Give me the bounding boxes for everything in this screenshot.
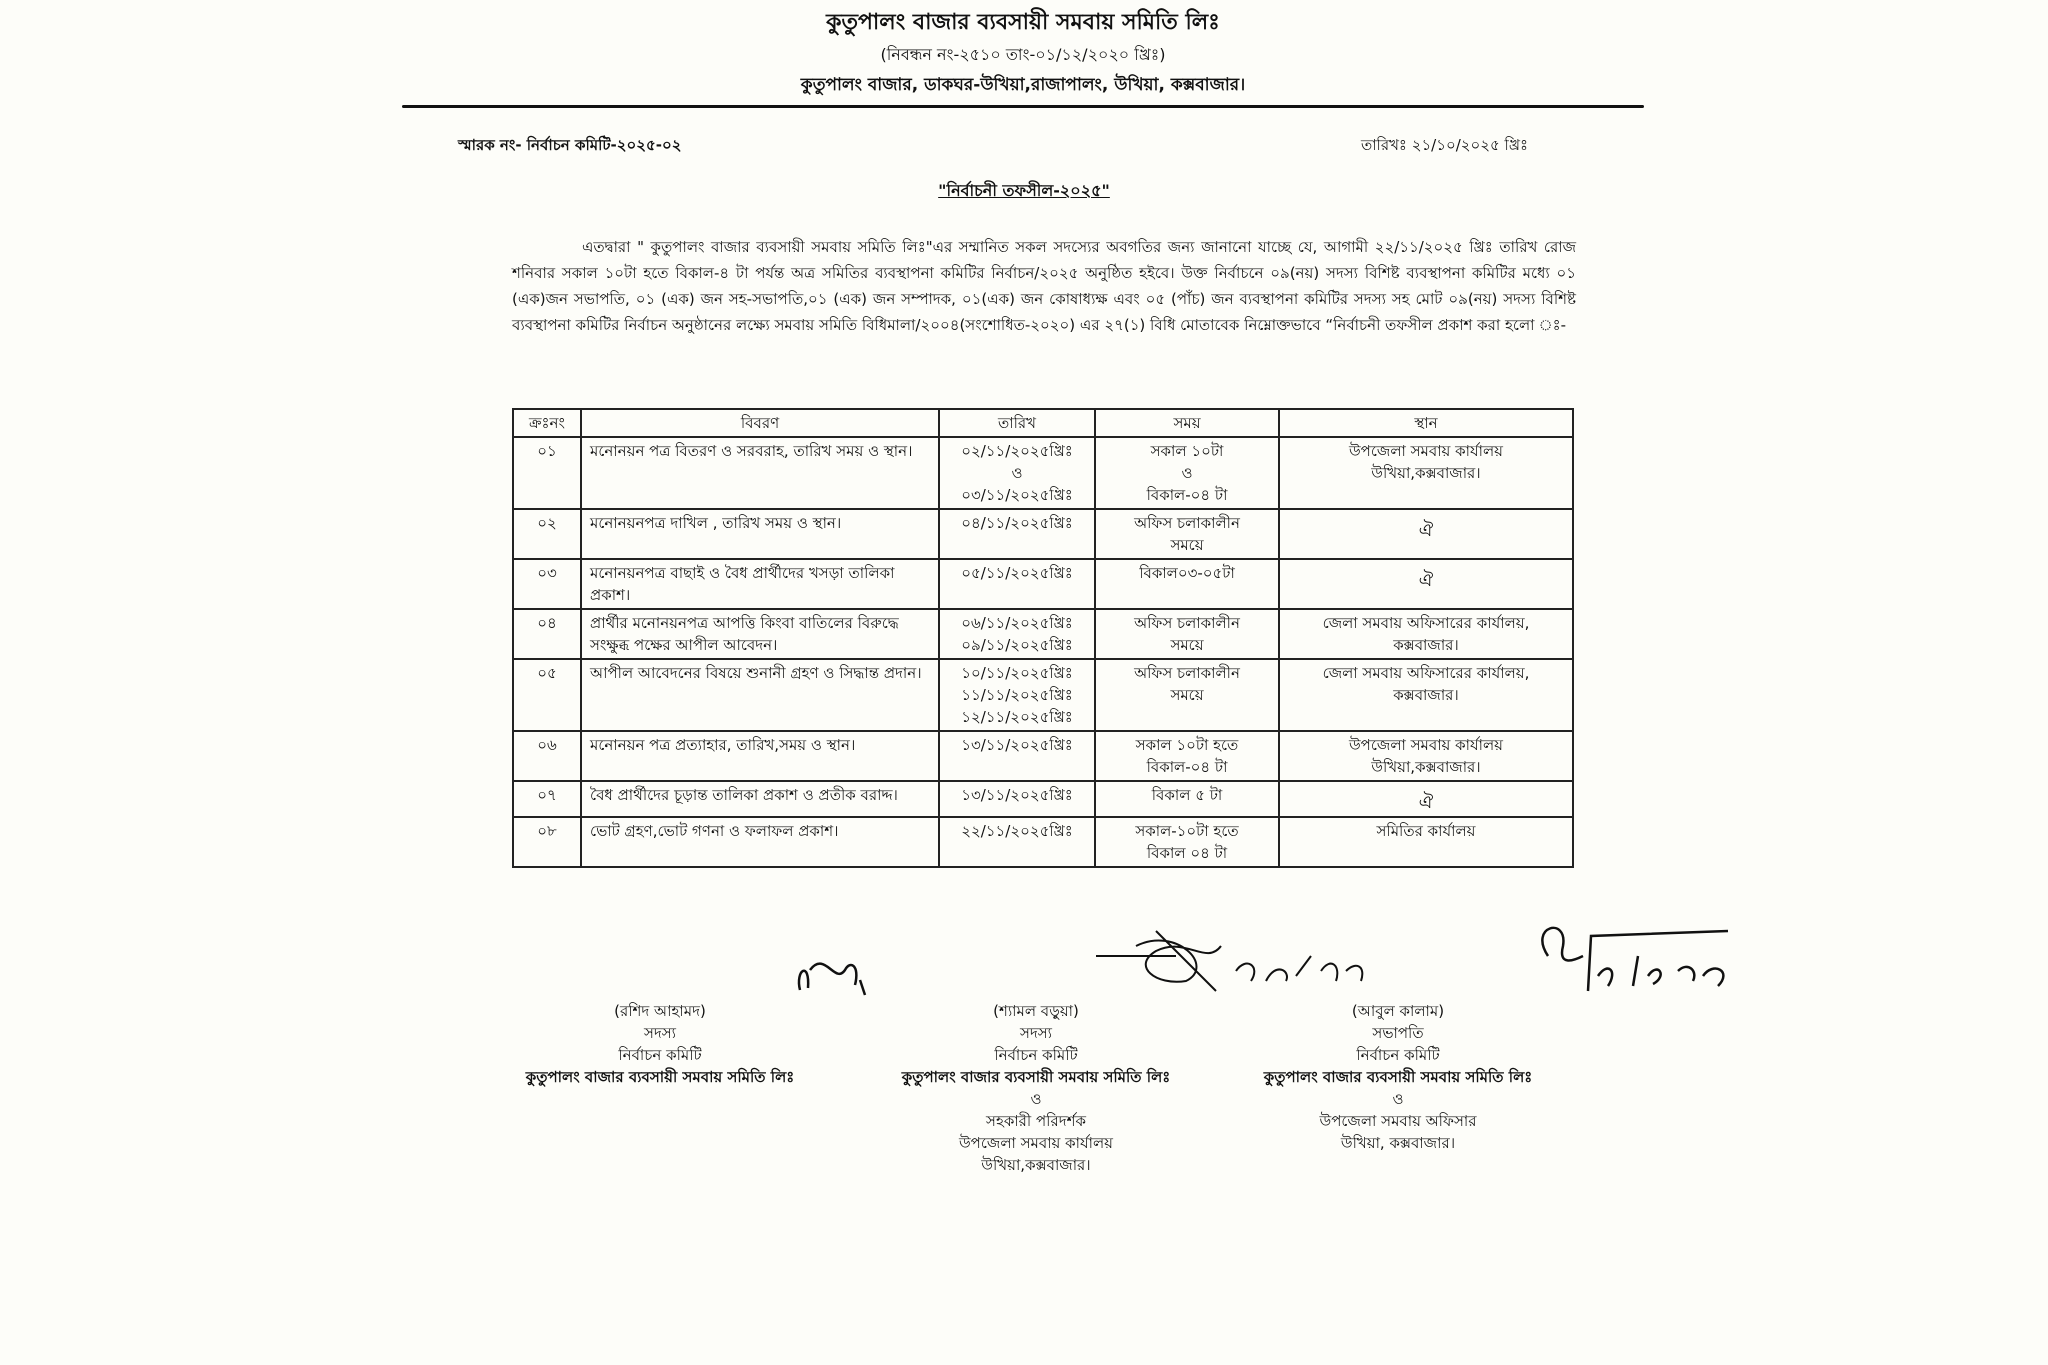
date-line: ও [1011,464,1023,482]
signature-mark [500,940,820,1000]
signatory-role: সভাপতি [1372,1024,1424,1042]
cell-date [939,559,1095,609]
table-row [513,509,1573,559]
time-line: সকাল ১০টা [1150,442,1224,460]
cell-place [1279,437,1573,509]
cell-time [1095,609,1279,659]
header-date: তারিখ [939,409,1095,437]
date-line: ১৩/১১/২০২৫খ্রিঃ [961,786,1073,804]
date-line: ১২/১১/২০২৫খ্রিঃ [961,708,1073,726]
time-line: বিকাল০৩-০৫টা [1139,564,1235,582]
cell-serial: ০১ [513,437,581,509]
cell-description: মনোনয়ন পত্র বিতরণ ও সরবরাহ, তারিখ সময় ও স্থান। [581,437,939,509]
cell-serial: ০৩ [513,559,581,609]
election-schedule-table [512,408,1574,868]
cell-description: ভোট গ্রহণ,ভোট গণনা ও ফলাফল প্রকাশ। [581,817,939,867]
cell-description: আপীল আবেদনের বিষয়ে শুনানী গ্রহণ ও সিদ্ধান্ত প্রদান। [581,659,939,731]
org-name: কুতুপালং বাজার ব্যবসায়ী সমবায় সমিতি লিঃ [826,10,1220,35]
date-line: ১০/১১/২০২৫খ্রিঃ [961,664,1073,682]
place-line: ঐ [1418,792,1434,813]
cell-date [939,659,1095,731]
cell-date [939,509,1095,559]
cell-serial: ০৬ [513,731,581,781]
signatory-line: উখিয়া,কক্সবাজার। [981,1156,1091,1174]
time-line: বিকাল-০৪ টা [1146,486,1228,504]
signatory-line: কুতুপালং বাজার ব্যবসায়ী সমবায় সমিতি লিঃ [525,1068,795,1086]
header-divider [402,105,1644,108]
cell-place [1279,731,1573,781]
header-time: সময় [1095,409,1279,437]
signatory-name: (রশিদ আহামদ) [614,1002,706,1020]
cell-description: বৈধ প্রার্থীদের চূড়ান্ত তালিকা প্রকাশ ও প্রতীক বরাদ্দ। [581,781,939,817]
cell-time [1095,817,1279,867]
table-row [513,437,1573,509]
memo-reference: স্মারক নং- নির্বাচন কমিটি-২০২৫-০২ [458,136,682,154]
time-line: সকাল-১০টা হতে [1135,822,1239,840]
cell-serial: ০৮ [513,817,581,867]
date-line: ১১/১১/২০২৫খ্রিঃ [961,686,1073,704]
signatory-line: উখিয়া, কক্সবাজার। [1340,1134,1456,1152]
signatory-2 [856,940,1216,1176]
time-line: অফিস চলাকালীন [1134,664,1240,682]
signatory-role: সদস্য [643,1024,677,1042]
header-serial: ক্রঃনং [513,409,581,437]
place-line: জেলা সমবায় অফিসারের কার্যালয়, [1322,614,1530,632]
table-row [513,659,1573,731]
cell-serial: ০২ [513,509,581,559]
time-line: বিকাল ০৪ টা [1146,844,1228,862]
registration-number: (নিবন্ধন নং-২৫১০ তাং-০১/১২/২০২০ খ্রিঃ) [880,45,1166,64]
place-line: ঐ [1418,570,1434,591]
date-line: ০৩/১১/২০২৫খ্রিঃ [961,486,1073,504]
cell-description: প্রার্থীর মনোনয়নপত্র আপত্তি কিংবা বাতিলের বিরুদ্ধে সংক্ষুব্ধ পক্ষের আপীল আবেদন। [581,609,939,659]
signatory-committee: নির্বাচন কমিটি [1356,1046,1440,1064]
cell-place [1279,609,1573,659]
table-row [513,559,1573,609]
cell-time [1095,659,1279,731]
cell-date [939,731,1095,781]
signature-mark [856,940,1216,1000]
table-header-row [513,409,1573,437]
signatory-name: (আবুল কালাম) [1351,1002,1445,1020]
signatory-line: উপজেলা সমবায় কার্যালয় [959,1134,1113,1152]
signatory-1 [500,940,820,1088]
signatory-line: কুতুপালং বাজার ব্যবসায়ী সমবায় সমিতি লিঃ [1263,1068,1533,1086]
cell-serial: ০৪ [513,609,581,659]
place-line: উপজেলা সমবায় কার্যালয় [1349,442,1503,460]
cell-time [1095,731,1279,781]
signatory-name: (শ্যামল বড়ুয়া) [993,1002,1079,1020]
time-line: সময়ে [1170,686,1204,704]
org-address: কুতুপালং বাজার, ডাকঘর-উখিয়া,রাজাপালং, উখিয়া, কক্সবাজার। [800,75,1246,95]
table-row [513,609,1573,659]
document-title [0,178,2048,205]
cell-time [1095,781,1279,817]
cell-description: মনোনয়নপত্র বাছাই ও বৈধ প্রার্থীদের খসড়া তালিকা প্রকাশ। [581,559,939,609]
cell-description: মনোনয়ন পত্র প্রত্যাহার, তারিখ,সময় ও স্থান। [581,731,939,781]
signatory-committee: নির্বাচন কমিটি [994,1046,1078,1064]
cell-place [1279,559,1573,609]
cell-date [939,817,1095,867]
table-row [513,731,1573,781]
cell-place [1279,817,1573,867]
signatory-role: সদস্য [1019,1024,1053,1042]
date-line: ০৬/১১/২০২৫খ্রিঃ [961,614,1073,632]
signatory-committee: নির্বাচন কমিটি [618,1046,702,1064]
signature-mark [1218,940,1578,1000]
time-line: সকাল ১০টা হতে [1135,736,1239,754]
place-line: ঐ [1418,520,1434,541]
date-line: ০৫/১১/২০২৫খ্রিঃ [961,564,1073,582]
signatory-line: ও [1392,1090,1404,1108]
intro-paragraph: এতদ্বারা " কুতুপালং বাজার ব্যবসায়ী সমবায় সমিতি লিঃ"এর সম্মানিত সকল সদস্যের অবগতির জন্য জানানো যাচ্ছে যে, আগামী ২২/১১/২০২৫ খ্রিঃ তারিখ রোজ শনিবার সকাল ১০টা হতে বিকাল-৪ টা পর্যন্ত অত্র সমিতির ব্যবস্থাপনা কমিটির নির্বাচন/২০২৫ অনুষ্ঠিত হইবে। উক্ত নির্বাচনে ০৯(নয়) সদস্য বিশিষ্ট ব্যবস্থাপনা কমিটির মধ্যে ০১ (এক)জন সভাপতি, ০১ (এক) জন সহ-সভাপতি,০১ (এক) জন সম্পাদক, ০১(এক) জন কোষাধ্যক্ষ এবং ০৫ (পাঁচ) জন ব্যবস্থাপনা কমিটির সদস্য সহ মোট ০৯(নয়) সদস্য বিশিষ্ট ব্যবস্থাপনা কমিটির নির্বাচন অনুষ্ঠানের লক্ষ্যে সমবায় সমিতি বিধিমালা/২০০৪(সংশোধিত-২০২০) এর ২৭(১) বিধি মোতাবেক নিম্নোক্তভাবে “নির্বাচনী তফসীল প্রকাশ করা হলো ঃ- [512,238,1576,334]
letterhead [402,6,1644,100]
cell-serial: ০৫ [513,659,581,731]
cell-date [939,781,1095,817]
date-line: ১৩/১১/২০২৫খ্রিঃ [961,736,1073,754]
time-line: অফিস চলাকালীন [1134,514,1240,532]
time-line: বিকাল ৫ টা [1151,786,1223,804]
place-line: উখিয়া,কক্সবাজার। [1371,464,1481,482]
signatory-line: উপজেলা সমবায় অফিসার [1319,1112,1477,1130]
place-line: কক্সবাজার। [1393,686,1459,704]
cell-date [939,609,1095,659]
date-line: ০৯/১১/২০২৫খ্রিঃ [961,636,1073,654]
place-line: সমিতির কার্যালয় [1376,822,1476,840]
time-line: ও [1181,464,1193,482]
signatory-line: সহকারী পরিদর্শক [986,1112,1086,1130]
cell-time [1095,437,1279,509]
table-row [513,781,1573,817]
cell-place [1279,659,1573,731]
cell-place [1279,781,1573,817]
cell-serial: ০৭ [513,781,581,817]
header-place: স্থান [1279,409,1573,437]
place-line: জেলা সমবায় অফিসারের কার্যালয়, [1322,664,1530,682]
signatory-3 [1218,940,1578,1154]
date-line: ০২/১১/২০২৫খ্রিঃ [961,442,1073,460]
time-line: সময়ে [1170,636,1204,654]
header-description: বিবরণ [581,409,939,437]
place-line: উখিয়া,কক্সবাজার। [1371,758,1481,776]
cell-place [1279,509,1573,559]
date-line: ২২/১১/২০২৫খ্রিঃ [961,822,1073,840]
signatory-line: ও [1030,1090,1042,1108]
signatory-line: কুতুপালং বাজার ব্যবসায়ী সমবায় সমিতি লিঃ [901,1068,1171,1086]
cell-time [1095,559,1279,609]
time-line: সময়ে [1170,536,1204,554]
place-line: উপজেলা সমবায় কার্যালয় [1349,736,1503,754]
cell-description: মনোনয়নপত্র দাখিল , তারিখ সময় ও স্থান। [581,509,939,559]
memo-date: তারিখঃ ২১/১০/২০২৫ খ্রিঃ [1360,136,1528,154]
time-line: অফিস চলাকালীন [1134,614,1240,632]
date-line: ০৪/১১/২০২৫খ্রিঃ [961,514,1073,532]
place-line: কক্সবাজার। [1393,636,1459,654]
cell-time [1095,509,1279,559]
table-row [513,817,1573,867]
cell-date [939,437,1095,509]
time-line: বিকাল-০৪ টা [1146,758,1228,776]
document-title-text: "নির্বাচনী তফসীল-২০২৫" [938,181,1110,200]
